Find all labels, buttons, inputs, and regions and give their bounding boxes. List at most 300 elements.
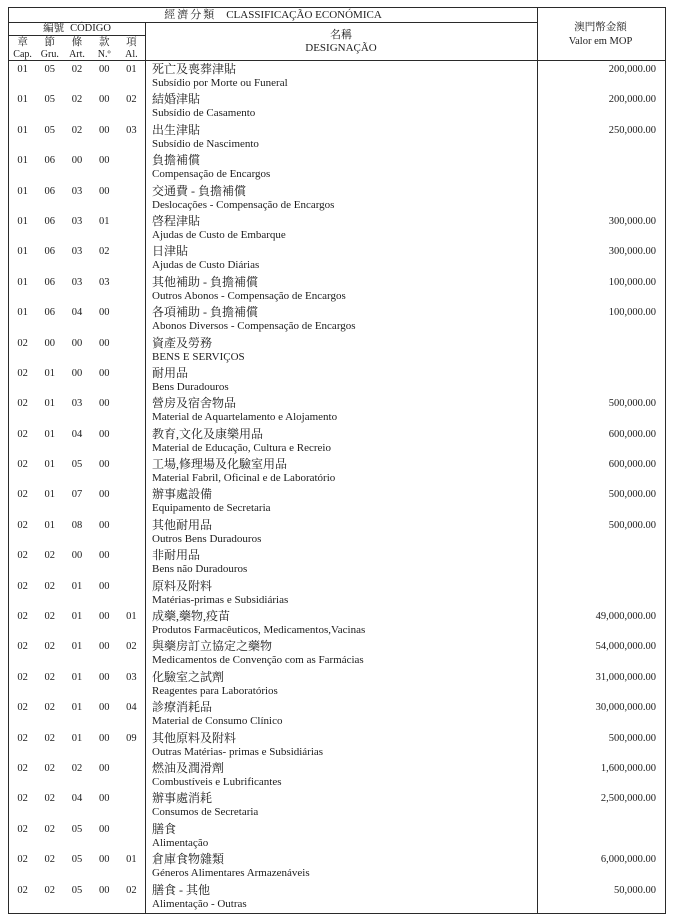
code-value: 01 [126,64,137,75]
code-value: 00 [98,155,110,167]
code-value: 02 [17,489,28,501]
code-value [118,304,145,320]
code-value: 00 [98,337,110,349]
designation-pt: Bens Duradouros [152,380,229,393]
code-value: 02 [126,641,137,653]
table-row [9,365,665,395]
row-code-group [9,122,145,138]
code-value: 00 [98,124,110,136]
code-value: 03 [71,185,83,197]
row-amount: 50,000.00 [614,884,656,896]
amount-header-zh: 澳門幣金額 [574,21,627,33]
code-value: 03 [71,276,83,288]
designation-pt: BENS E SERVIÇOS [152,350,245,363]
designation-pt: Subsídio de Casamento [152,107,256,120]
code-value: 00 [98,94,110,106]
row-code-group [9,213,145,229]
row-designation [145,547,538,576]
table-row [9,608,665,638]
designation-pt: Medicamentos de Convenção com as Farmácias [152,654,364,667]
code-value: 05 [44,94,56,106]
row-amount: 100,000.00 [608,307,656,319]
code-value: 02 [17,641,28,653]
row-amount [538,152,665,154]
code-value: 02 [17,611,28,623]
code-value: 02 [17,823,28,835]
table-row [9,335,665,365]
code-value [118,152,145,168]
code-value: 00 [98,367,110,379]
code-value [118,790,145,806]
designation-zh: 辦事處設備 [152,487,213,502]
code-value: 06 [44,307,56,319]
code-value: 00 [98,428,110,440]
designation-zh: 各項補助 - 負擔補償 [152,305,258,320]
code-value: 01 [126,854,137,866]
row-code-group [9,547,145,563]
row-designation [145,365,538,394]
code-value: 02 [17,337,28,349]
code-value: 02 [17,702,28,714]
code-value: 04 [71,793,83,805]
code-value: 02 [126,884,137,896]
code-value: 03 [71,215,83,227]
designation-header [145,23,537,61]
designation-zh: 教育,文化及康樂用品 [152,426,264,441]
code-value: 00 [44,337,56,349]
row-amount: 600,000.00 [608,428,656,440]
designation-pt: Equipamento de Secretaria [152,502,271,515]
row-designation [145,699,538,728]
designation-pt: Material Fabril, Oficinal e de Laboratório [152,472,336,485]
code-value: 08 [71,519,83,531]
code-value: 02 [17,884,28,896]
table-row [9,91,665,121]
row-designation [145,335,538,364]
code-value: 01 [71,641,83,653]
row-code-group [9,152,145,168]
code-value: 02 [71,94,83,106]
table-row [9,243,665,273]
table-row [9,456,665,486]
code-value: 02 [44,762,56,774]
designation-pt: Abonos Diversos - Compensação de Encargos [152,320,356,333]
code-value: 02 [44,580,56,592]
row-amount [538,365,665,367]
designation-zh: 辦事處消耗 [152,791,213,806]
designation-zh: 非耐用品 [152,548,201,563]
code-value: 02 [44,641,56,653]
table-row [9,882,665,912]
code-value [118,821,145,837]
row-designation [145,274,538,303]
code-value: 05 [71,459,83,471]
code-value [118,243,145,259]
row-code-group [9,91,145,107]
row-designation [145,426,538,455]
row-amount: 6,000,000.00 [600,854,656,866]
code-value: 01 [44,519,56,531]
code-header-title-zh: 編號 [43,23,65,34]
designation-pt: Bens não Duradouros [152,563,248,576]
row-amount: 300,000.00 [608,246,656,258]
table-row [9,213,665,243]
designation-pt: Deslocações - Compensação de Encargos [152,198,335,211]
code-value [118,486,145,502]
code-value [118,365,145,381]
row-code-group [9,365,145,381]
row-code-group [9,456,145,472]
designation-header-zh: 名稱 [330,29,352,41]
designation-zh: 膳食 [152,821,177,836]
code-value: 01 [44,367,56,379]
row-code-group [9,426,145,442]
row-amount: 300,000.00 [608,215,656,227]
designation-zh: 成藥,藥物,疫苗 [152,609,231,624]
code-value: 01 [71,671,83,683]
code-value: 05 [71,884,83,896]
designation-zh: 工場,修理場及化驗室用品 [152,457,288,472]
table-row [9,395,665,425]
code-value: 02 [17,428,28,440]
code-value: 01 [17,64,28,75]
code-value [118,760,145,776]
designation-pt: Compensação de Encargos [152,168,271,181]
code-value [118,274,145,290]
row-designation [145,821,538,850]
code-column-headers [9,36,145,62]
designation-zh: 膳食 - 其他 [152,882,210,897]
table-row [9,578,665,608]
table-row [9,790,665,820]
designation-zh: 死亡及喪葬津貼 [152,62,237,76]
row-code-group [9,851,145,867]
code-value: 00 [98,307,110,319]
code-value: 02 [71,762,83,774]
code-value: 01 [98,215,110,227]
row-designation [145,243,538,272]
designation-header-pt: DESIGNAÇÃO [305,42,377,54]
table-row [9,547,665,577]
code-value: 02 [17,762,28,774]
designation-pt: Reagentes para Laboratórios [152,684,278,697]
code-value: 02 [44,884,56,896]
designation-pt: Alimentação [152,836,209,849]
code-value: 01 [44,459,56,471]
code-value: 01 [44,398,56,410]
row-amount: 500,000.00 [608,519,656,531]
table-row [9,821,665,851]
code-col-al [118,37,145,62]
code-value: 02 [98,246,110,258]
designation-zh: 啓程津貼 [152,213,201,228]
code-value: 00 [98,762,110,774]
designation-zh: 其他補助 - 負擔補償 [152,274,258,289]
code-value: 02 [44,702,56,714]
code-value: 01 [17,155,28,167]
row-amount: 250,000.00 [608,124,656,136]
row-amount [538,335,665,337]
designation-zh: 出生津貼 [152,122,201,137]
designation-pt: Alimentação - Outras [152,897,247,910]
row-code-group [9,517,145,533]
row-code-group [9,274,145,290]
code-value: 01 [126,611,137,623]
code-value: 07 [71,489,83,501]
code-value: 02 [17,793,28,805]
designation-zh: 倉庫食物雜類 [152,852,225,867]
code-value [118,517,145,533]
code-value: 02 [44,550,56,562]
designation-zh: 交通費 - 負擔補償 [152,183,246,198]
table-row [9,517,665,547]
row-designation [145,578,538,607]
code-value: 02 [17,519,28,531]
table-row [9,699,665,729]
designation-zh: 原料及附料 [152,578,213,593]
code-value: 00 [98,823,110,835]
row-amount [538,578,665,580]
code-value: 00 [98,793,110,805]
code-value [118,578,145,594]
code-col-al-pt: Al. [125,49,138,60]
row-code-group [9,882,145,898]
code-value: 02 [17,671,28,683]
row-designation [145,61,538,90]
row-code-group [9,638,145,654]
row-amount: 500,000.00 [608,732,656,744]
code-value: 06 [44,246,56,258]
code-value: 00 [71,550,83,562]
table-header [9,8,665,61]
table-row [9,122,665,152]
row-designation [145,395,538,424]
code-value [118,456,145,472]
code-value: 00 [98,550,110,562]
code-value: 00 [98,398,110,410]
designation-zh: 化驗室之試劑 [152,669,225,684]
code-value: 01 [71,611,83,623]
row-amount: 1,600,000.00 [600,762,656,774]
code-value: 04 [71,428,83,440]
code-col-art [63,37,90,62]
code-value: 00 [98,611,110,623]
code-col-gru-zh: 節 [44,37,56,48]
designation-pt: Subsídio de Nascimento [152,137,259,150]
designation-pt: Material de Aquartelamento e Alojamento [152,411,338,424]
designation-zh: 營房及宿舍物品 [152,396,237,411]
code-value: 04 [126,702,137,714]
code-header-title [9,23,145,36]
row-designation [145,91,538,120]
code-value: 03 [71,246,83,258]
amount-header [537,8,664,61]
designation-zh: 耐用品 [152,365,189,380]
row-code-group [9,243,145,259]
row-designation [145,669,538,698]
table-row [9,183,665,213]
row-code-group [9,790,145,806]
row-amount: 100,000.00 [608,276,656,288]
code-col-num-zh: 款 [98,37,110,48]
row-code-group [9,669,145,685]
code-value [118,547,145,563]
code-value: 01 [17,215,28,227]
row-amount: 200,000.00 [608,94,656,106]
code-value: 02 [44,611,56,623]
designation-zh: 燃油及潤滑劑 [152,760,225,775]
table-row [9,426,665,456]
code-value: 01 [71,702,83,714]
code-value: 03 [98,276,110,288]
code-value: 00 [98,854,110,866]
code-value: 02 [17,550,28,562]
code-value [118,335,145,351]
code-value: 02 [17,367,28,379]
row-amount: 31,000,000.00 [595,671,656,683]
code-value: 01 [17,124,28,136]
code-value: 01 [17,307,28,319]
code-header [9,23,145,61]
code-value: 06 [44,185,56,197]
row-code-group [9,395,145,411]
row-designation [145,851,538,880]
row-amount: 30,000,000.00 [595,702,656,714]
row-designation [145,152,538,181]
code-col-al-zh: 項 [126,37,137,48]
code-value: 01 [71,580,83,592]
designation-zh: 資產及勞務 [152,335,213,350]
designation-zh: 其他耐用品 [152,517,213,532]
row-amount: 2,500,000.00 [600,793,656,805]
code-value: 00 [98,884,110,896]
code-value: 00 [98,459,110,471]
code-value: 00 [98,580,110,592]
code-value: 03 [126,671,137,683]
row-amount [538,547,665,549]
row-code-group [9,699,145,715]
code-value: 02 [126,94,137,106]
code-value: 02 [71,64,83,75]
code-value: 02 [44,823,56,835]
row-designation [145,638,538,667]
code-value: 03 [126,124,137,136]
code-value: 00 [98,185,110,197]
row-amount: 200,000.00 [608,64,656,75]
row-code-group [9,821,145,837]
code-value: 00 [71,155,83,167]
code-value [118,213,145,229]
code-value: 03 [71,398,83,410]
row-code-group [9,486,145,502]
row-designation [145,790,538,819]
designation-pt: Combustíveis e Lubrificantes [152,775,282,788]
designation-pt: Produtos Farmacêuticos, Medicamentos,Vacinas [152,624,366,637]
designation-pt: Outros Abonos - Compensação de Encargos [152,289,346,302]
code-value: 00 [98,732,110,744]
row-amount: 500,000.00 [608,398,656,410]
code-value: 01 [17,246,28,258]
code-value: 02 [44,793,56,805]
code-col-gru-pt: Gru. [40,49,59,60]
row-code-group [9,183,145,199]
designation-pt: Ajudas de Custo de Embarque [152,228,286,241]
row-designation [145,122,538,151]
code-value: 04 [71,307,83,319]
code-value: 01 [17,185,28,197]
code-value: 01 [17,276,28,288]
row-code-group [9,608,145,624]
code-value: 02 [44,671,56,683]
designation-pt: Outros Bens Duradouros [152,532,262,545]
row-amount: 600,000.00 [608,459,656,471]
table-row [9,61,665,91]
code-value: 01 [71,732,83,744]
designation-zh: 日津貼 [152,244,189,259]
row-designation [145,486,538,515]
designation-zh: 與藥房訂立協定之藥物 [152,639,273,654]
code-value: 02 [17,580,28,592]
code-col-gru [36,37,63,62]
designation-zh: 診療消耗品 [152,700,213,715]
row-code-group [9,304,145,320]
row-designation [145,456,538,485]
table-row [9,730,665,760]
code-value: 00 [98,64,110,75]
table-row [9,669,665,699]
code-header-title-pt: CÓDIGO [70,23,111,34]
table-row [9,638,665,668]
code-value: 02 [44,732,56,744]
row-designation [145,517,538,546]
code-col-cap-pt: Cap. [13,49,32,60]
row-code-group [9,61,145,77]
row-designation [145,608,538,637]
economic-classification-title-pt: CLASSIFICAÇÃO ECONÓMICA [226,9,382,21]
row-amount: 49,000,000.00 [595,611,656,623]
amount-header-pt: Valor em MOP [568,35,633,47]
code-value [118,426,145,442]
table-row [9,760,665,790]
row-code-group [9,335,145,351]
designation-zh: 負擔補償 [152,153,201,168]
table-row [9,152,665,182]
code-col-art-pt: Art. [69,49,85,60]
designation-zh: 結婚津貼 [152,92,201,107]
code-col-cap [9,37,36,62]
code-value: 05 [44,124,56,136]
code-value: 00 [71,367,83,379]
code-value: 06 [44,155,56,167]
row-designation [145,760,538,789]
code-col-num-pt: N.º [97,49,111,60]
budget-table-page [8,7,666,914]
designation-zh: 其他原料及附料 [152,730,237,745]
code-value: 05 [71,854,83,866]
table-row [9,304,665,334]
code-value: 01 [44,489,56,501]
economic-classification-title [9,8,537,23]
row-code-group [9,578,145,594]
code-col-num [91,37,118,62]
code-value [118,183,145,199]
designation-pt: Ajudas de Custo Diárias [152,259,260,272]
code-col-cap-zh: 章 [17,37,28,48]
row-amount: 500,000.00 [608,489,656,501]
code-value: 00 [98,702,110,714]
code-value: 05 [71,823,83,835]
designation-pt: Subsídio por Morte ou Funeral [152,77,288,89]
